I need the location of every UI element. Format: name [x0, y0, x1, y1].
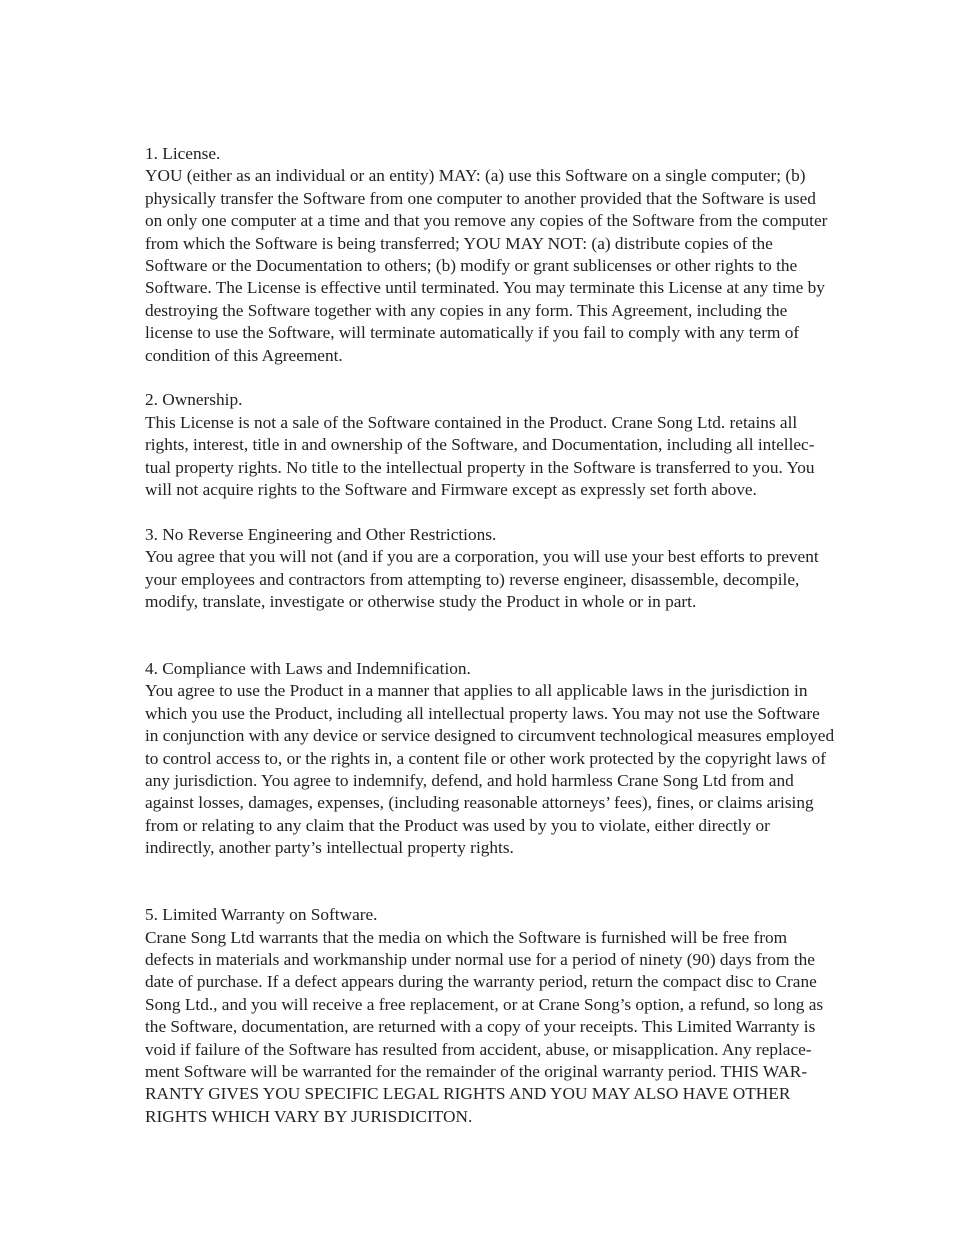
paragraph-line: in conjunction with any device or service designed to circumvent technological measures employed: [145, 726, 835, 746]
paragraph-line: This License is not a sale of the Software contained in the Product. Crane Song Ltd. retains all: [145, 412, 798, 432]
paragraph-line: RIGHTS WHICH VARY BY JURISDICITON.: [145, 1106, 473, 1126]
paragraph-line: the Software, documentation, are returned with a copy of your receipts. This Limited Warranty is: [145, 1017, 816, 1037]
paragraph-line: tual property rights. No title to the intellectual property in the Software is transferred to you. You: [145, 457, 815, 477]
section-heading: 2. Ownership.: [145, 390, 243, 410]
section-license: [145, 143, 893, 367]
paragraph-line: destroying the Software together with any copies in any form. This Agreement, including the: [145, 300, 788, 320]
section-heading: 4. Compliance with Laws and Indemnification.: [145, 659, 471, 678]
paragraph-line: your employees and contractors from attempting to) reverse engineer, disassemble, decompile,: [145, 569, 800, 589]
document-page: [145, 143, 893, 1128]
paragraph-line: any jurisdiction. You agree to indemnify, defend, and hold harmless Crane Song Ltd from and: [145, 771, 794, 791]
paragraph-line: void if failure of the Software has resulted from accident, abuse, or misapplication. Any replace-: [145, 1039, 812, 1059]
paragraph-line: You agree to use the Product in a manner that applies to all applicable laws in the jurisdiction in: [145, 681, 808, 701]
section-no-reverse-engineering: [145, 524, 893, 614]
paragraph-line: from which the Software is being transferred; YOU MAY NOT: (a) distribute copies of the: [145, 233, 773, 253]
paragraph-line: modify, translate, investigate or otherwise study the Product in whole or in part.: [145, 592, 697, 612]
paragraph-line: Song Ltd., and you will receive a free replacement, or at Crane Song’s option, a refund, so long as: [145, 994, 824, 1014]
paragraph-line: will not acquire rights to the Software and Firmware except as expressly set forth above.: [145, 480, 757, 500]
paragraph-line: to control access to, or the rights in, a content file or other work protected by the copyright laws of: [145, 748, 826, 768]
paragraph-line: date of purchase. If a defect appears during the warranty period, return the compact disc to Crane: [145, 972, 817, 992]
paragraph-line: rights, interest, title in and ownership of the Software, and Documentation, including all intellec-: [145, 435, 815, 455]
paragraph-line: from or relating to any claim that the Product was used by you to violate, either directly or: [145, 815, 770, 835]
paragraph-line: Software or the Documentation to others; (b) modify or grant sublicenses or other rights to the: [145, 256, 798, 276]
section-spacer: [145, 367, 893, 389]
section-heading: 1. License.: [145, 144, 221, 163]
paragraph-line: which you use the Product, including all intellectual property laws. You may not use the Software: [145, 703, 820, 723]
section-spacer: [145, 614, 893, 659]
paragraph-line: condition of this Agreement.: [145, 345, 343, 365]
paragraph-line: Software. The License is effective until terminated. You may terminate this License at any time by: [145, 278, 825, 298]
section-heading: 5. Limited Warranty on Software.: [145, 905, 378, 925]
paragraph-line: physically transfer the Software from one computer to another provided that the Software is used: [145, 188, 816, 208]
section-ownership: [145, 389, 893, 501]
paragraph-line: Crane Song Ltd warrants that the media on which the Software is furnished will be free from: [145, 927, 788, 947]
paragraph-line: against losses, damages, expenses, (including reasonable attorneys’ fees), fines, or claims arising: [145, 793, 814, 813]
paragraph-line: ment Software will be warranted for the remainder of the original warranty period. THIS WAR-: [145, 1062, 808, 1081]
paragraph-line: on only one computer at a time and that you remove any copies of the Software from the computer: [145, 211, 828, 231]
section-spacer: [145, 860, 893, 905]
paragraph-line: YOU (either as an individual or an entity) MAY: (a) use this Software on a single computer; (b): [145, 166, 806, 186]
paragraph-line: defects in materials and workmanship under normal use for a period of ninety (90) days from the: [145, 949, 815, 969]
section-compliance: [145, 658, 893, 860]
section-limited-warranty: [145, 904, 893, 1128]
section-spacer: [145, 501, 893, 523]
section-heading: 3. No Reverse Engineering and Other Restrictions.: [145, 524, 497, 544]
paragraph-line: You agree that you will not (and if you are a corporation, you will use your best efforts to prevent: [145, 547, 819, 567]
paragraph-line: license to use the Software, will terminate automatically if you fail to comply with any term of: [145, 323, 800, 343]
paragraph-line: indirectly, another party’s intellectual property rights.: [145, 838, 514, 858]
paragraph-line: RANTY GIVES YOU SPECIFIC LEGAL RIGHTS AND YOU MAY ALSO HAVE OTHER: [145, 1084, 791, 1104]
